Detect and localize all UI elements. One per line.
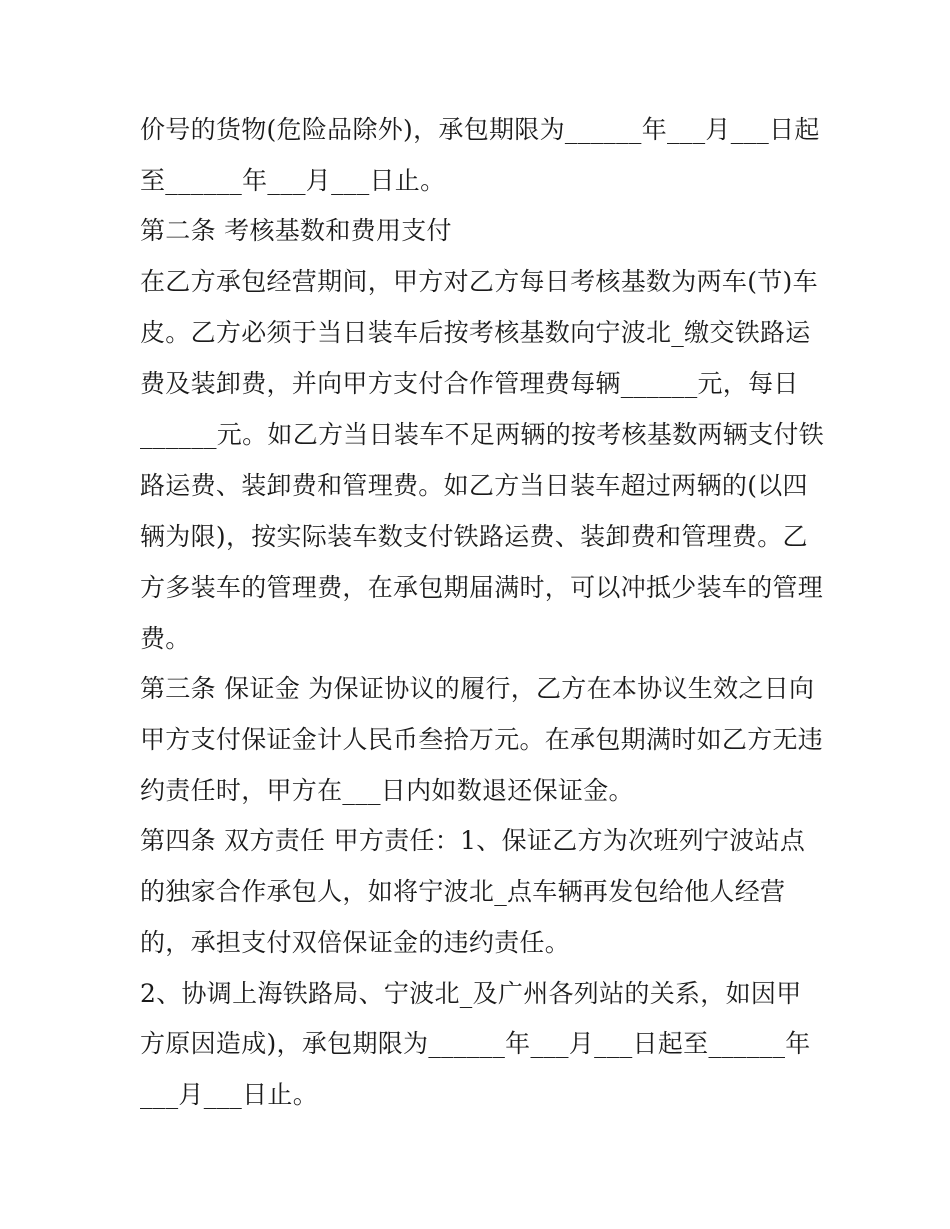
text-line: 费。: [140, 624, 191, 653]
text-line: 甲方支付保证金计人民币叁拾万元。在承包期满时如乙方无违: [140, 725, 824, 754]
text-line: ___月___日止。: [140, 1080, 319, 1109]
text-line: 方多装车的管理费，在承包期届满时，可以冲抵少装车的管理: [140, 573, 824, 602]
text-line: ______元。如乙方当日装车不足两辆的按考核基数两辆支付铁: [140, 420, 825, 449]
text-line: 至______年___月___日止。: [140, 166, 446, 195]
text-line: 第四条 双方责任 甲方责任：1、保证乙方为次班列宁波站点: [140, 826, 806, 855]
text-line: 费及装卸费，并向甲方支付合作管理费每辆______元，每日: [140, 369, 799, 398]
text-line: 皮。乙方必须于当日装车后按考核基数向宁波北_缴交铁路运: [140, 318, 811, 347]
text-line: 的独家合作承包人，如将宁波北_点车辆再发包给他人经营: [140, 877, 786, 906]
text-line: 路运费、装卸费和管理费。如乙方当日装车超过两辆的(以四: [140, 471, 808, 500]
text-line: 在乙方承包经营期间，甲方对乙方每日考核基数为两车(节)车: [140, 267, 818, 296]
text-line: 2、协调上海铁路局、宁波北_及广州各列站的关系，如因甲: [140, 979, 802, 1008]
text-line: 约责任时，甲方在___日内如数退还保证金。: [140, 776, 634, 805]
text-line: 第三条 保证金 为保证协议的履行，乙方在本协议生效之日向: [140, 674, 815, 703]
text-line: 价号的货物(危险品除外)，承包期限为______年___月___日起: [140, 115, 820, 144]
text-line: 的，承担支付双倍保证金的违约责任。: [140, 928, 571, 957]
text-line: 辆为限)，按实际装车数支付铁路运费、装卸费和管理费。乙: [140, 522, 808, 551]
text-line: 方原因造成)，承包期限为______年___月___日起至______年: [140, 1029, 811, 1058]
section-heading: 第二条 考核基数和费用支付: [140, 216, 452, 245]
